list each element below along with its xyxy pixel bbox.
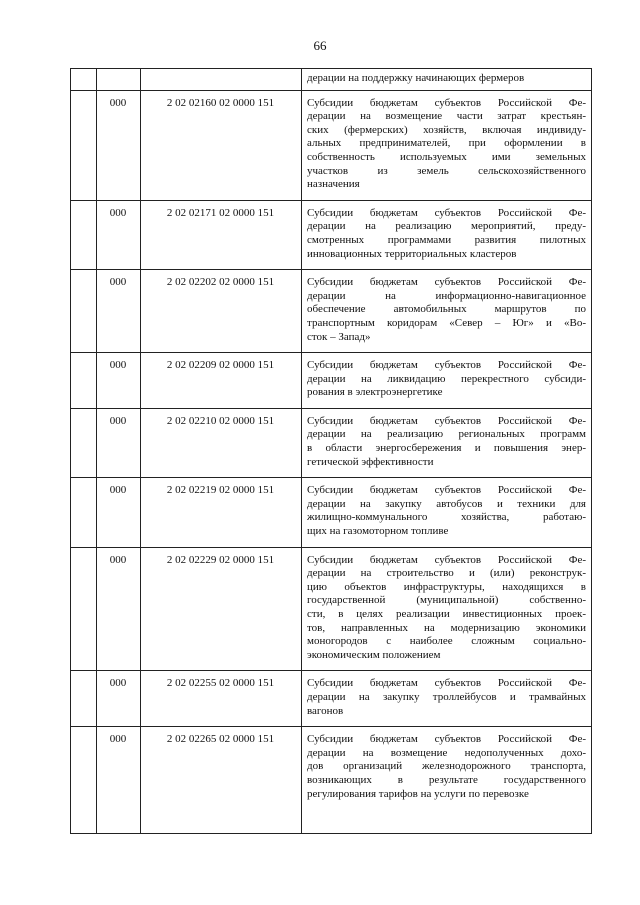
empty-cell	[70, 90, 96, 200]
description-line: дерации на информационно-навигационное	[307, 289, 586, 302]
table-row	[70, 353, 592, 409]
admin-code-cell: 000	[96, 727, 140, 809]
description-line: Субсидии бюджетам субъектов Российской Фе-	[307, 733, 586, 746]
empty-cell	[70, 69, 96, 90]
description-line: сти, в целях реализации инвестиционных проек-	[307, 608, 586, 620]
budget-code-cell	[140, 69, 301, 90]
budget-code-cell: 2 02 02255 02 0000 151	[140, 671, 301, 727]
description-line: дерации на ликвидацию перекрестного субсиди-	[307, 372, 586, 385]
income-description-cell	[301, 547, 592, 671]
description-line: дерации на возмещение недополученных дохо-	[307, 746, 586, 759]
budget-code-cell: 2 02 02219 02 0000 151	[140, 478, 301, 547]
description-line: ских (фермерских) хозяйств, включая индивиду-	[307, 123, 586, 136]
description-line: дов организаций железнодорожного транспорта,	[307, 760, 586, 773]
admin-code-cell: 000	[96, 408, 140, 477]
budget-code-cell: 2 02 02210 02 0000 151	[140, 408, 301, 477]
description-line: Субсидии бюджетам субъектов Российской Фе-	[307, 553, 586, 566]
description-line: Субсидии бюджетам субъектов Российской Фе-	[307, 484, 586, 497]
empty-cell	[70, 671, 96, 727]
table-row	[70, 478, 592, 547]
empty-cell	[70, 200, 96, 269]
empty-cell	[70, 547, 96, 671]
table-row	[70, 671, 592, 727]
income-description-cell	[301, 200, 592, 269]
description-line: обеспечение автомобильных маршрутов по	[307, 303, 586, 316]
description-line: Субсидии бюджетам субъектов Российской Фе-	[307, 96, 586, 109]
income-description-cell	[301, 478, 592, 547]
column-border-3	[301, 69, 302, 833]
description-line: смотренных программами развития пилотных	[307, 233, 586, 246]
description-line: сток – Запад»	[307, 330, 371, 343]
admin-code-cell: 000	[96, 671, 140, 727]
admin-code-cell	[96, 69, 140, 90]
description-line: щих на газомоторном топливе	[307, 525, 449, 538]
budget-code-cell: 2 02 02265 02 0000 151	[140, 727, 301, 809]
description-line: в области энергосбережения и повышения энер-	[307, 442, 586, 455]
income-description-cell	[301, 408, 592, 477]
description-line: дерации на реализацию региональных программ	[307, 428, 586, 441]
description-line: участков из земель сельскохозяйственного	[307, 164, 586, 177]
column-border-right	[591, 69, 592, 833]
description-line: дерации на возмещение части затрат крестьян-	[307, 110, 586, 123]
table-body	[70, 69, 592, 809]
table-row	[70, 547, 592, 671]
description-line: Субсидии бюджетам субъектов Российской Фе-	[307, 414, 586, 427]
description-line: рования в электроэнергетике	[307, 386, 443, 399]
income-description-cell	[301, 90, 592, 200]
description-line: дерации на закупку троллейбусов и трамвайных	[307, 690, 586, 703]
description-line: экономическим положением	[307, 648, 441, 661]
column-border-1	[96, 69, 97, 833]
description-line: моногородов с наиболее сложным социально-	[307, 635, 586, 648]
admin-code-cell: 000	[96, 270, 140, 353]
column-border-left	[70, 69, 71, 833]
admin-code-cell: 000	[96, 90, 140, 200]
budget-code-cell: 2 02 02171 02 0000 151	[140, 200, 301, 269]
table-row	[70, 90, 592, 200]
empty-cell	[70, 270, 96, 353]
income-description-cell	[301, 727, 592, 809]
budget-code-cell: 2 02 02229 02 0000 151	[140, 547, 301, 671]
table-row	[70, 69, 592, 90]
income-description-cell	[301, 69, 592, 90]
description-line: регулирования тарифов на услуги по перевозке	[307, 787, 529, 800]
empty-cell	[70, 408, 96, 477]
description-line: возникающих в результате государственного	[307, 773, 586, 786]
admin-code-cell: 000	[96, 478, 140, 547]
budget-code-cell: 2 02 02209 02 0000 151	[140, 353, 301, 409]
description-line: дерации на строительство и (или) реконструк-	[307, 567, 586, 580]
table-row	[70, 200, 592, 269]
page-number: 66	[313, 38, 327, 53]
description-line: альных предпринимателей, при оформлении в	[307, 137, 586, 150]
description-line: жилищно-коммунального хозяйства, работаю-	[307, 511, 586, 524]
description-line: дерации на реализацию мероприятий, преду-	[307, 220, 586, 233]
admin-code-cell: 000	[96, 353, 140, 409]
description-line: дерации на поддержку начинающих фермеров	[307, 72, 525, 84]
description-line: Субсидии бюджетам субъектов Российской Фе-	[307, 206, 586, 219]
empty-cell	[70, 727, 96, 809]
column-border-2	[140, 69, 141, 833]
description-line: дерации на закупку автобусов и техники для	[307, 497, 586, 510]
description-line: цию объектов инфраструктуры, находящихся в	[307, 580, 586, 593]
income-description-cell	[301, 671, 592, 727]
table-row	[70, 727, 592, 809]
description-line: назначения	[307, 178, 360, 191]
description-line: Субсидии бюджетам субъектов Российской Фе-	[307, 677, 586, 690]
description-line: гетической эффективности	[307, 455, 434, 468]
budget-code-cell: 2 02 02202 02 0000 151	[140, 270, 301, 353]
description-line: инновационных территориальных кластеров	[307, 247, 517, 260]
income-description-cell	[301, 270, 592, 353]
description-line: Субсидии бюджетам субъектов Российской Фе-	[307, 359, 586, 372]
table-row	[70, 408, 592, 477]
budget-code-table	[70, 68, 592, 834]
budget-code-cell: 2 02 02160 02 0000 151	[140, 90, 301, 200]
empty-cell	[70, 478, 96, 547]
description-line: государственной (муниципальной) собственно-	[307, 594, 586, 607]
admin-code-cell: 000	[96, 547, 140, 671]
admin-code-cell: 000	[96, 200, 140, 269]
description-line: вагонов	[307, 704, 344, 717]
description-line: транспортным коридорам «Север – Юг» и «Во-	[307, 316, 586, 329]
table-row	[70, 270, 592, 353]
description-line: собственность используемых ими земельных	[307, 150, 586, 163]
income-description-cell	[301, 353, 592, 409]
description-line: Субсидии бюджетам субъектов Российской Фе-	[307, 276, 586, 289]
description-line: тов, направленных на модернизацию экономики	[307, 621, 586, 634]
empty-cell	[70, 353, 96, 409]
